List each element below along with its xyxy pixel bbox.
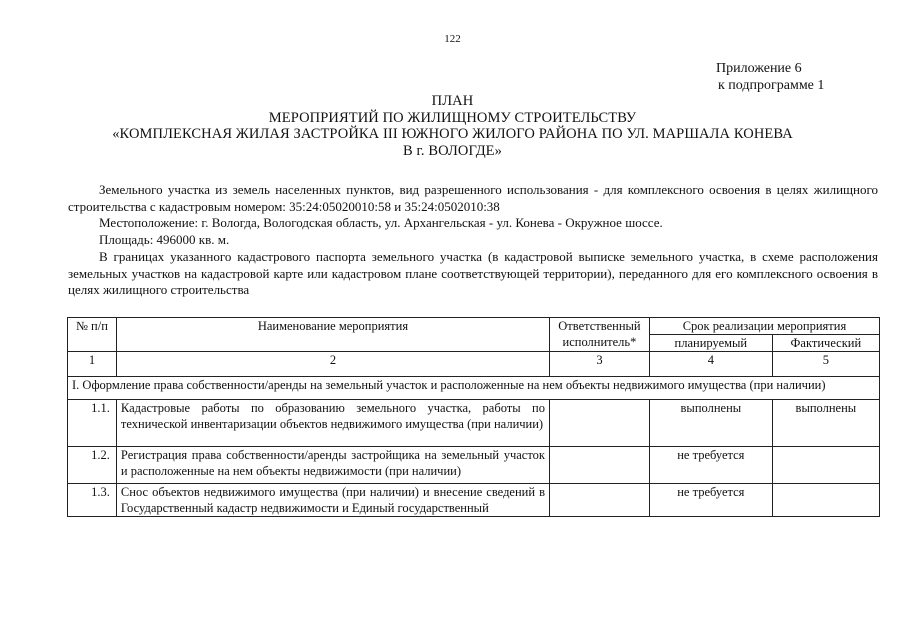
appendix-line-1: Приложение 6 <box>716 61 802 76</box>
header-responsible: Ответственный исполнитель* <box>549 318 649 352</box>
title-line-3: «КОМПЛЕКСНАЯ ЖИЛАЯ ЗАСТРОЙКА III ЮЖНОГО ЖИЛОГО РАЙОНА ПО УЛ. МАРШАЛА КОНЕВА <box>112 126 793 142</box>
table-row <box>68 484 880 517</box>
row-num: 1.2. <box>68 447 117 484</box>
appendix-line-2: к подпрограмме 1 <box>718 78 825 93</box>
column-number: 3 <box>549 352 649 377</box>
header-actual: Фактический <box>772 335 879 352</box>
row-responsible <box>549 447 649 484</box>
header-planned: планируемый <box>649 335 772 352</box>
row-planned: не требуется <box>649 484 772 517</box>
title-line-1: ПЛАН <box>431 93 474 109</box>
plan-table <box>67 317 880 517</box>
column-number: 4 <box>649 352 772 377</box>
column-numbers-row <box>68 352 880 377</box>
row-name: Регистрация права собственности/аренды застройщика на земельный участок и расположенные на нем объекты недвижимости (при наличии) <box>116 447 549 484</box>
page-number: 122 <box>444 33 461 45</box>
row-planned: не требуется <box>649 447 772 484</box>
row-name: Снос объектов недвижимого имущества (при наличии) и внесение сведений в Государственный кадастр недвижимости и Единый государственный <box>116 484 549 517</box>
intro-text <box>68 182 878 299</box>
column-number: 5 <box>772 352 879 377</box>
intro-paragraph-boundaries: В границах указанного кадастрового паспорта земельного участка (в кадастровой выписке земельного участка, в схеме расположения земельных участков на кадастровой карте или кадастровом плане соответствующей территории), переданного для его комплексного освоения в целях жилищного строительства <box>68 248 878 298</box>
table-row <box>68 447 880 484</box>
row-responsible <box>549 400 649 447</box>
table-header-row <box>68 318 880 335</box>
row-responsible <box>549 484 649 517</box>
row-planned: выполнены <box>649 400 772 447</box>
header-num: № п/п <box>68 318 117 352</box>
intro-paragraph-land: Земельного участка из земель населенных пунктов, вид разрешенного использования - для комплексного освоения в целях жилищного строительства с кадастровым номером: 35:24:05020010:58 и 35:24:0502010:38 <box>68 182 878 214</box>
header-term: Срок реализации мероприятия <box>649 318 879 335</box>
table-row <box>68 400 880 447</box>
title-line-4: В г. ВОЛОГДЕ» <box>403 142 502 159</box>
row-actual <box>772 484 879 517</box>
column-number: 2 <box>116 352 549 377</box>
row-name: Кадастровые работы по образованию земельного участка, работы по технической инвентаризации объектов недвижимого имущества (при наличии) <box>116 400 549 447</box>
intro-paragraph-location: Местоположение: г. Вологда, Вологодская область, ул. Архангельская - ул. Конева - Окружное шоссе. <box>99 215 663 231</box>
intro-paragraph-area: Площадь: 496000 кв. м. <box>99 232 230 248</box>
appendix-label <box>716 60 824 94</box>
row-num: 1.3. <box>68 484 117 517</box>
section-row <box>68 377 880 400</box>
header-name: Наименование мероприятия <box>116 318 549 352</box>
row-actual <box>772 447 879 484</box>
row-num: 1.1. <box>68 400 117 447</box>
title-line-2: МЕРОПРИЯТИЙ ПО ЖИЛИЩНОМУ СТРОИТЕЛЬСТВУ <box>268 109 637 126</box>
document-title <box>0 93 905 159</box>
column-number: 1 <box>68 352 117 377</box>
row-actual: выполнены <box>772 400 879 447</box>
section-title: I. Оформление права собственности/аренды на земельный участок и расположенные на нем объекты недвижимого имущества (при наличии) <box>68 377 880 400</box>
